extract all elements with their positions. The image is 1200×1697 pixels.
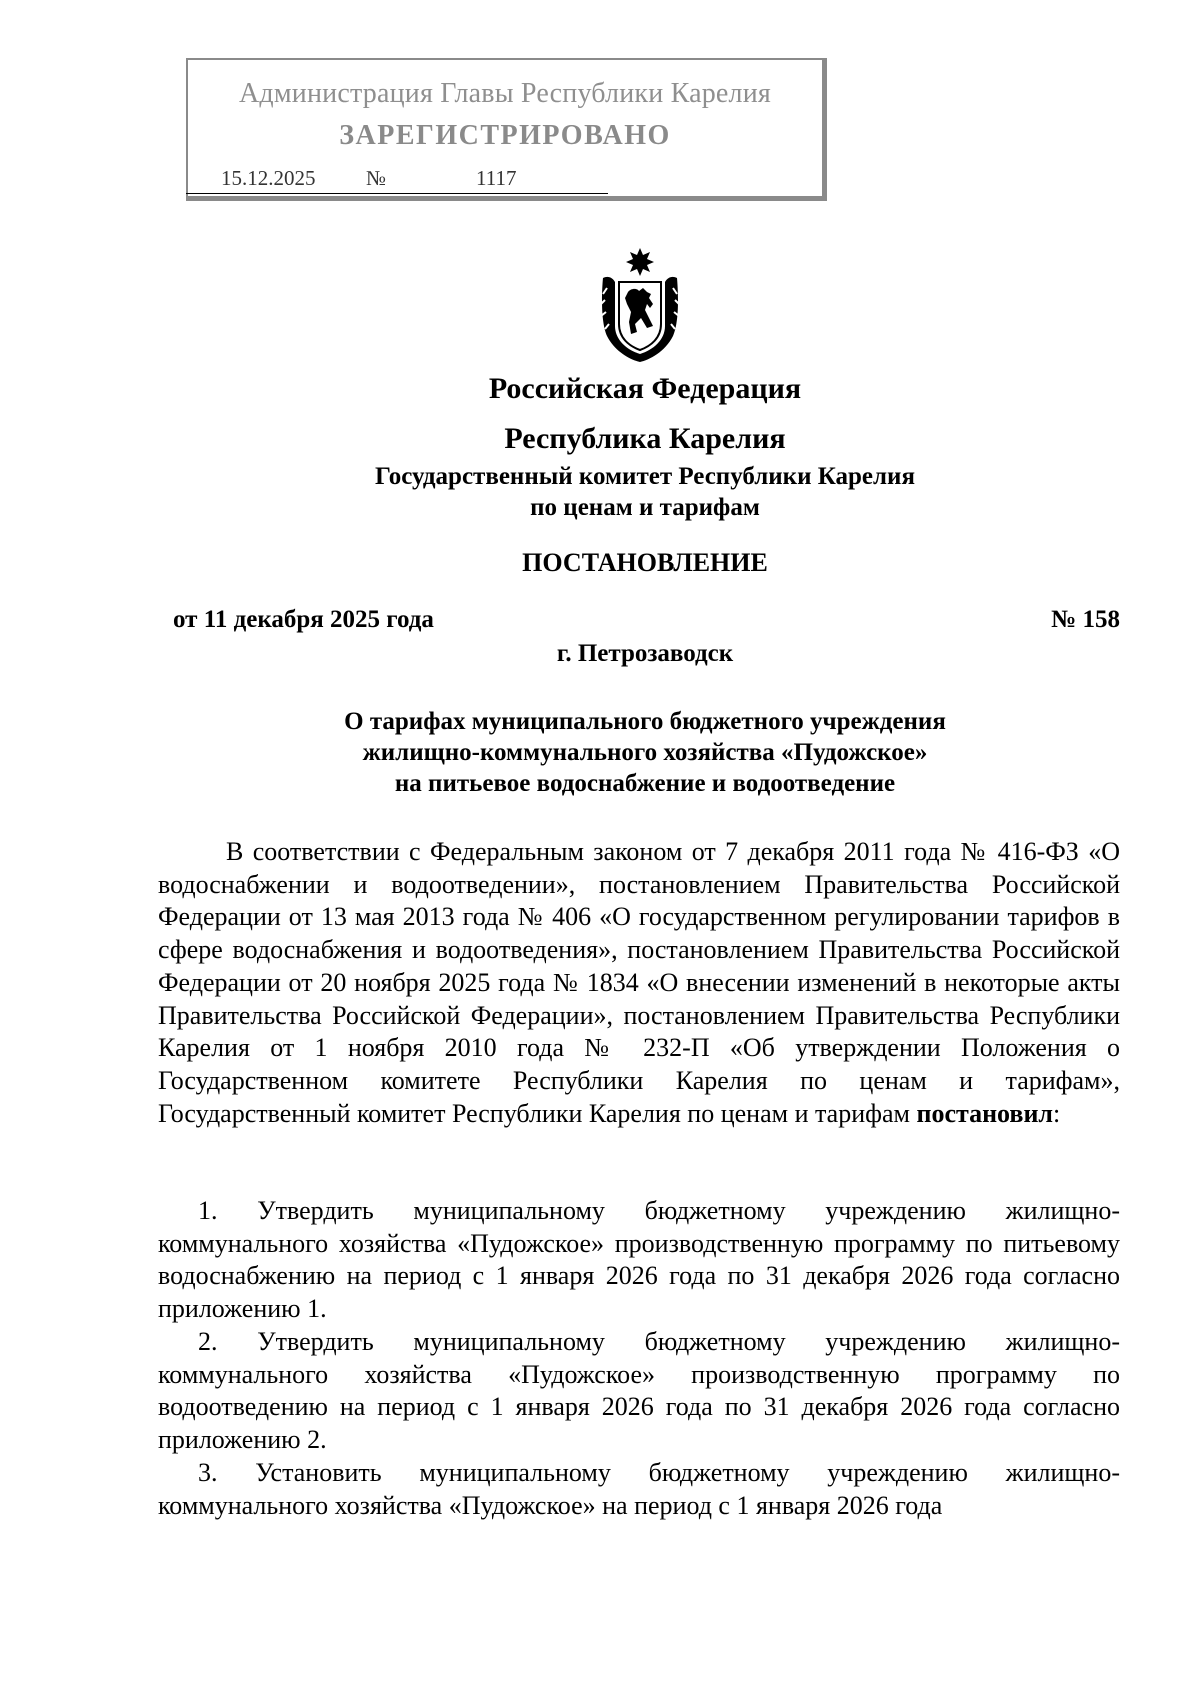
preamble-colon: :	[1053, 1098, 1061, 1128]
header-committee-line1: Государственный комитет Республики Карелия	[375, 463, 915, 490]
karelia-coat-of-arms-icon	[595, 248, 685, 363]
stamp-date: 15.12.2025	[221, 166, 316, 190]
document-type: ПОСТАНОВЛЕНИЕ	[522, 548, 768, 577]
header-federation: Российская Федерация	[488, 372, 802, 405]
stamp-number-sign: №	[366, 166, 387, 190]
stamp-registered-label: ЗАРЕГИСТРИРОВАНО	[339, 120, 671, 151]
document-title-line1: О тарифах муниципального бюджетного учреждения	[344, 708, 946, 735]
stamp-registration-row	[186, 166, 786, 196]
document-number: № 158	[1051, 606, 1120, 633]
document-city: г. Петрозаводск	[556, 640, 734, 667]
header-republic: Республика Карелия	[504, 422, 786, 455]
paragraph-item-3: 3. Установить муниципальному бюджетному учреждению жилищно-коммунального хозяйства «Пудожское» на период с 1 января 2026 года	[158, 1458, 1120, 1520]
stamp-authority: Администрация Главы Республики Карелия	[239, 78, 771, 109]
document-title-line2: жилищно-коммунального хозяйства «Пудожское»	[362, 739, 928, 766]
preamble-text: В соответствии с Федеральным законом от 7 декабря 2011 года № 416-ФЗ «О водоснабжении и водоотведении», постановлением Правительства Российской Федерации от 13 мая 2013 года № 406 «О государственном регулировании тарифов в сфере водоснабжения и водоотведения», постановлением Правительства Российской Федерации от 20 ноября 2025 года № 1834 «О внесении изменений в некоторые акты Правительства Российской Федерации», постановлением Правительства Республики Карелия от 1 ноября 2010 года № 232-П «Об утверждении Положения о Государственном комитете Республики Карелия по ценам и тарифам», Государственный комитет Республики Карелия по ценам и тарифам	[158, 837, 1120, 1128]
header-committee-line2: по ценам и тарифам	[530, 494, 760, 521]
paragraph-preamble	[158, 836, 1120, 1130]
paragraph-item-2: 2. Утвердить муниципальному бюджетному учреждению жилищно-коммунального хозяйства «Пудожское» производственную программу по водоотведению на период с 1 января 2026 года по 31 декабря 2026 года согласно приложению 2.	[158, 1327, 1120, 1455]
stamp-underline	[186, 193, 608, 194]
preamble-resolved: постановил	[916, 1098, 1054, 1128]
paragraph-item-1: 1. Утвердить муниципальному бюджетному учреждению жилищно-коммунального хозяйства «Пудожское» производственную программу по питьевому водоснабжению на период с 1 января 2026 года по 31 декабря 2026 года согласно приложению 1.	[158, 1196, 1120, 1324]
document-date: от 11 декабря 2025 года	[173, 606, 434, 633]
document-title-line3: на питьевое водоснабжение и водоотведение	[394, 770, 896, 797]
stamp-number: 1117	[476, 166, 517, 190]
